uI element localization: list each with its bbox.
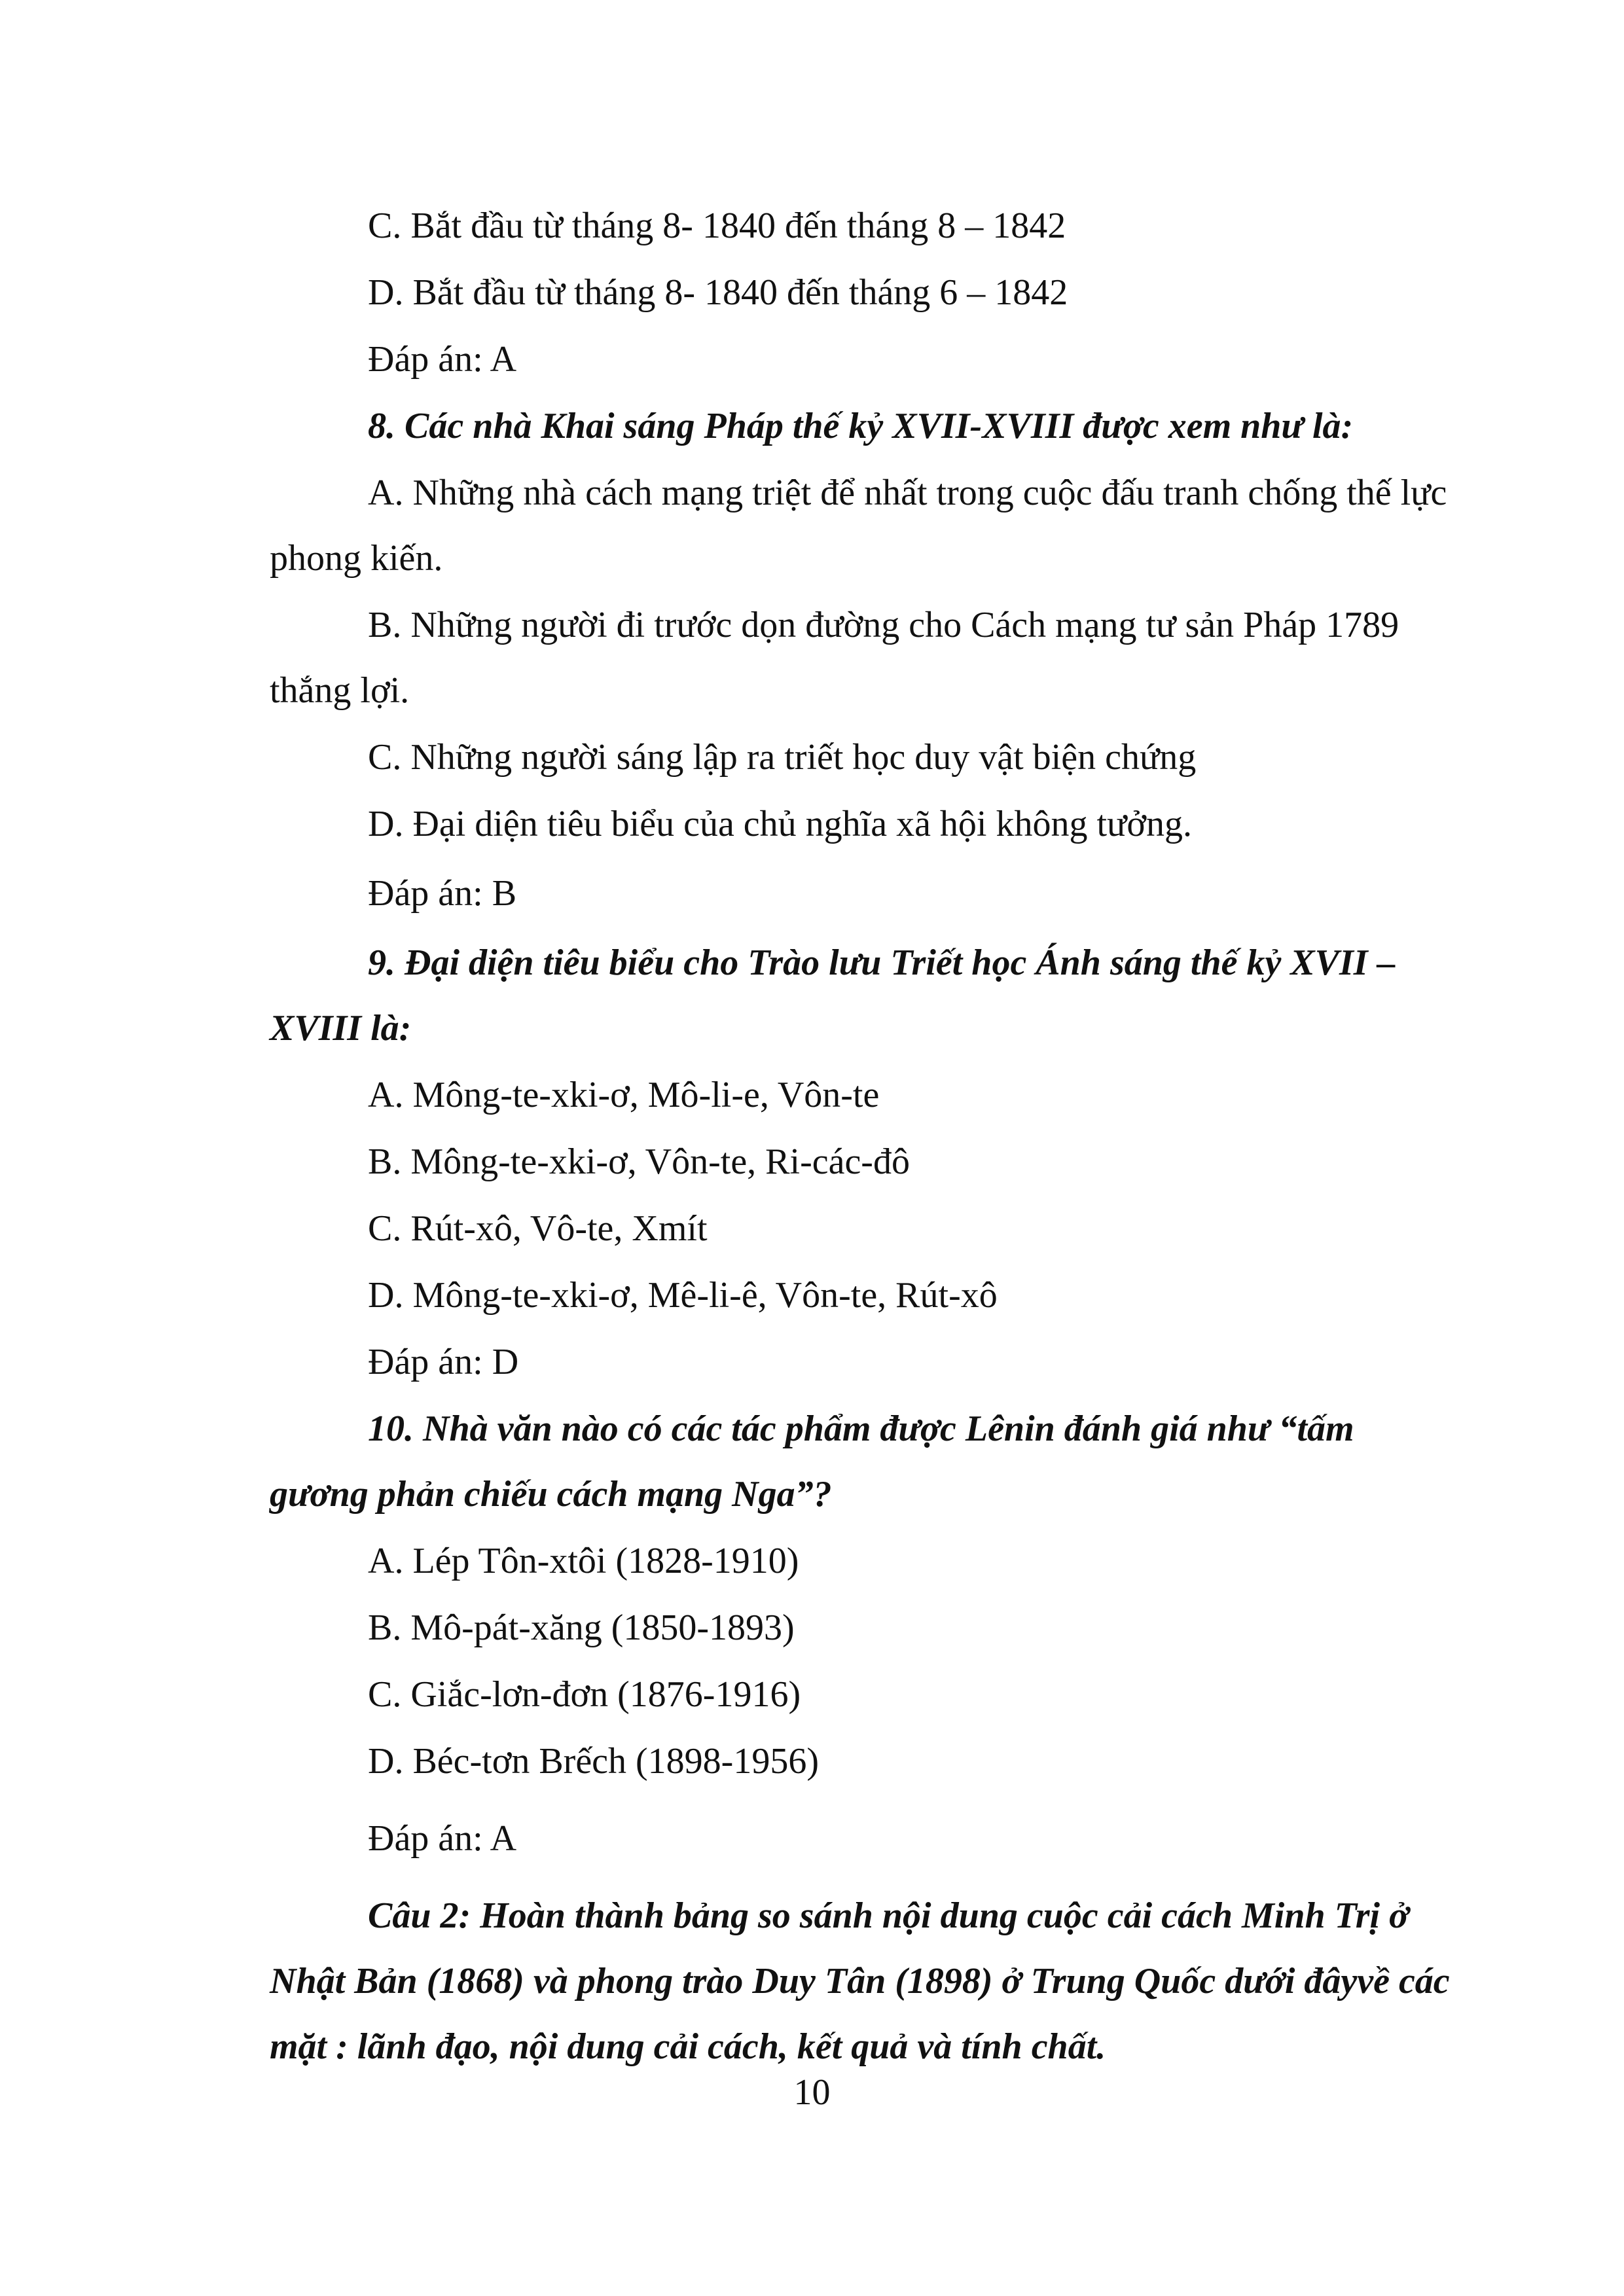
answer-q7: Đáp án: A <box>368 339 517 380</box>
question-cau-2: Câu 2: Hoàn thành bảng so sánh nội dung cuộc cải cách Minh Trị ở Nhật Bản (1868) và phong trào Duy Tân (1898) ở Trung Quốc dưới đâyvề các mặt : lãnh đạo, nội dung cải cách, kết quả và tính chất. <box>270 1895 1450 2067</box>
option-b-q9: B. Mông-te-xki-ơ, Vôn-te, Ri-các-đô <box>368 1141 910 1182</box>
answer-q10: Đáp án: A <box>368 1818 517 1859</box>
option-b-q8: B. Những người đi trước dọn đường cho Cách mạng tư sản Pháp 1789 thắng lợi. <box>270 605 1399 711</box>
answer-q9: Đáp án: D <box>368 1342 519 1382</box>
option-c-q8: C. Những người sáng lập ra triết học duy vật biện chứng <box>368 737 1197 778</box>
option-a-q8: A. Những nhà cách mạng triệt để nhất trong cuộc đấu tranh chống thế lực phong kiến. <box>270 473 1447 579</box>
option-d-q9: D. Mông-te-xki-ơ, Mê-li-ê, Vôn-te, Rút-xô <box>368 1275 998 1316</box>
option-a-q10: A. Lép Tôn-xtôi (1828-1910) <box>368 1541 799 1581</box>
page-content <box>270 193 1454 2079</box>
option-c-q9: C. Rút-xô, Vô-te, Xmít <box>368 1208 708 1249</box>
question-8: 8. Các nhà Khai sáng Pháp thế kỷ XVII-XVIII được xem như là: <box>368 406 1354 446</box>
question-9: 9. Đại diện tiêu biểu cho Trào lưu Triết học Ánh sáng thế kỷ XVII – XVIII là: <box>270 942 1396 1049</box>
option-c-q7: C. Bắt đầu từ tháng 8- 1840 đến tháng 8 – 1842 <box>368 206 1066 246</box>
option-c-q10: C. Giắc-lơn-đơn (1876-1916) <box>368 1674 801 1715</box>
option-a-q9: A. Mông-te-xki-ơ, Mô-li-e, Vôn-te <box>368 1075 880 1115</box>
option-d-q7: D. Bắt đầu từ tháng 8- 1840 đến tháng 6 – 1842 <box>368 272 1068 313</box>
question-10: 10. Nhà văn nào có các tác phẩm được Lênin đánh giá như “tấm gương phản chiếu cách mạng Nga”? <box>270 1408 1354 1515</box>
option-d-q10: D. Béc-tơn Brếch (1898-1956) <box>368 1741 819 1782</box>
option-d-q8: D. Đại diện tiêu biểu của chủ nghĩa xã hội không tưởng. <box>368 804 1193 844</box>
option-b-q10: B. Mô-pát-xăng (1850-1893) <box>368 1607 795 1648</box>
answer-q8: Đáp án: B <box>368 873 517 914</box>
page-number: 10 <box>793 2072 831 2113</box>
